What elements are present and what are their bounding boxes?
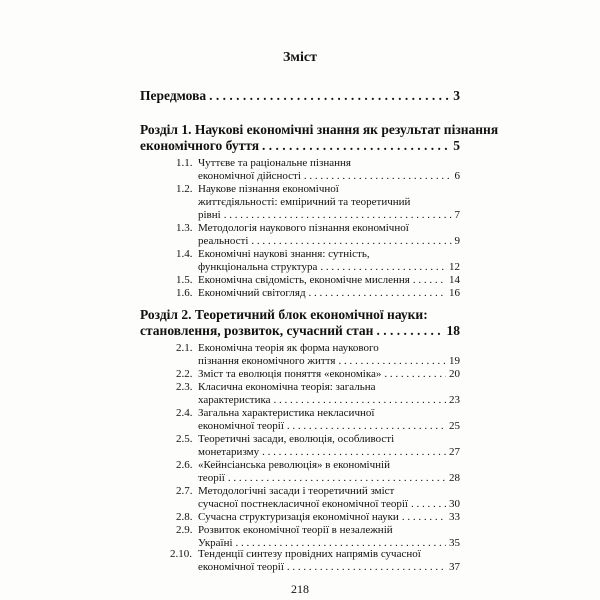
toc-item-text: Економічна свідомість, економічне мислення: [198, 274, 410, 286]
section-1-page: 5: [453, 138, 460, 153]
toc-item-text[interactable]: Економічні наукові знання: сутність,: [198, 248, 370, 260]
toc-item-text: реальності: [198, 235, 249, 247]
section-1-title-line2: економічного буття: [140, 138, 259, 153]
toc-entry-preface[interactable]: [140, 88, 460, 104]
toc-entry-label: Передмова: [140, 88, 207, 103]
toc-item-number: 2.9.: [176, 524, 193, 536]
toc-item-text: економічної теорії: [198, 420, 284, 432]
toc-item-page: 28: [449, 472, 460, 484]
toc-item-text[interactable]: Методологічні засади і теоретичний зміст: [198, 485, 395, 497]
toc-item-text[interactable]: Тенденції синтезу провідних напрямів сучасної: [198, 548, 421, 560]
toc-item-text[interactable]: Теоретичні засади, еволюція, особливості: [198, 433, 395, 445]
section-2-page: 18: [446, 323, 460, 338]
toc-item-number: 2.3.: [176, 381, 193, 393]
page-number: 218: [291, 582, 309, 596]
toc-item-number: 1.2.: [176, 183, 193, 195]
leader-dots: [262, 446, 446, 458]
toc-item-number: 1.5.: [176, 274, 193, 286]
leader-dots: [402, 511, 446, 523]
toc-item-text: сучасної постнекласичної економічної теорії: [198, 498, 408, 510]
toc-item-1-1[interactable]: [198, 170, 460, 182]
toc-item-page: 9: [454, 235, 460, 247]
toc-item-number: 2.8.: [176, 511, 193, 523]
toc-item-page: 19: [449, 355, 460, 367]
toc-item-number: 1.6.: [176, 287, 193, 299]
toc-item-page: 23: [449, 394, 460, 406]
toc-item-number: 2.2.: [176, 368, 193, 380]
toc-item-text[interactable]: життєдіяльності: емпіричний та теоретичний: [198, 196, 411, 208]
leader-dots: [384, 368, 446, 380]
toc-item-text: Зміст та еволюція поняття «економіка»: [198, 368, 382, 380]
leader-dots: [411, 498, 446, 510]
leader-dots: [209, 88, 450, 104]
toc-entry-page: 3: [453, 88, 460, 103]
toc-item-text: економічної дійсності: [198, 170, 301, 182]
section-1-title-line1[interactable]: Розділ 1. Наукові економічні знання як результат пізнання: [140, 122, 499, 137]
toc-item-page: 12: [449, 261, 460, 273]
toc-item-text: характеристика: [198, 394, 271, 406]
leader-dots: [413, 274, 446, 286]
leader-dots: [320, 261, 446, 273]
leader-dots: [251, 235, 451, 247]
toc-item-2-3[interactable]: [198, 394, 460, 406]
leader-dots: [376, 323, 443, 339]
toc-item-page: 6: [454, 170, 460, 182]
toc-item-text: функціональна структура: [198, 261, 318, 273]
toc-item-1-2[interactable]: [198, 209, 460, 221]
toc-item-number: 1.1.: [176, 157, 193, 169]
toc-item-text[interactable]: Розвиток економічної теорії в незалежній: [198, 524, 393, 536]
toc-item-page: 25: [449, 420, 460, 432]
toc-item-number: 2.6.: [176, 459, 193, 471]
toc-item-text[interactable]: Наукове пізнання економічної: [198, 183, 339, 195]
toc-item-number: 2.1.: [176, 342, 193, 354]
toc-item-text[interactable]: Загальна характеристика некласичної: [198, 407, 375, 419]
toc-item-1-3[interactable]: [198, 235, 460, 247]
toc-item-page: 16: [449, 287, 460, 299]
toc-item-page: 35: [449, 537, 460, 549]
toc-item-2-6[interactable]: [198, 472, 460, 484]
toc-item-1-4[interactable]: [198, 261, 460, 273]
toc-entry-section-2[interactable]: [140, 323, 460, 339]
toc-item-text: Сучасна структуризація економічної науки: [198, 511, 399, 523]
toc-item-text: пізнання економічного життя: [198, 355, 336, 367]
toc-item-number: 1.3.: [176, 222, 193, 234]
leader-dots: [304, 170, 452, 182]
toc-item-page: 27: [449, 446, 460, 458]
toc-item-2-2[interactable]: [198, 368, 460, 380]
leader-dots: [224, 209, 452, 221]
leader-dots: [274, 394, 446, 406]
toc-item-2-10[interactable]: [198, 561, 460, 573]
leader-dots: [228, 472, 446, 484]
toc-item-2-7[interactable]: [198, 498, 460, 510]
leader-dots: [287, 420, 446, 432]
toc-item-number: 2.10.: [170, 548, 192, 560]
toc-item-2-4[interactable]: [198, 420, 460, 432]
toc-item-text: економічної теорії: [198, 561, 284, 573]
toc-item-number: 2.5.: [176, 433, 193, 445]
page-title: Зміст: [283, 50, 317, 65]
toc-item-1-6[interactable]: [198, 287, 460, 299]
toc-item-page: 20: [449, 368, 460, 380]
toc-item-text[interactable]: Чуттєве та раціональне пізнання: [198, 157, 351, 169]
toc-item-number: 2.4.: [176, 407, 193, 419]
toc-item-2-1[interactable]: [198, 355, 460, 367]
toc-item-number: 1.4.: [176, 248, 193, 260]
toc-item-page: 33: [449, 511, 460, 523]
leader-dots: [309, 287, 446, 299]
toc-item-text[interactable]: Методологія наукового пізнання економічної: [198, 222, 409, 234]
leader-dots: [287, 561, 446, 573]
toc-item-text: Економічний світогляд: [198, 287, 306, 299]
leader-dots: [262, 138, 450, 154]
toc-item-number: 2.7.: [176, 485, 193, 497]
toc-item-text[interactable]: Класична економічна теорія: загальна: [198, 381, 376, 393]
leader-dots: [338, 355, 446, 367]
toc-entry-section-1[interactable]: [140, 138, 460, 154]
toc-item-page: 37: [449, 561, 460, 573]
toc-item-text: рівні: [198, 209, 221, 221]
toc-item-text[interactable]: «Кейнсіанська революція» в економічній: [198, 459, 390, 471]
toc-item-page: 14: [449, 274, 460, 286]
toc-item-2-8[interactable]: [198, 511, 460, 523]
toc-item-page: 30: [449, 498, 460, 510]
section-2-title-line1[interactable]: Розділ 2. Теоретичний блок економічної науки:: [140, 307, 428, 322]
section-2-title-line2: становлення, розвиток, сучасний стан: [140, 323, 374, 338]
toc-item-text: Україні: [198, 537, 233, 549]
toc-item-text: теорії: [198, 472, 225, 484]
toc-item-page: 7: [454, 209, 460, 221]
toc-item-text: монетаризму: [198, 446, 260, 458]
toc-item-text[interactable]: Економічна теорія як форма наукового: [198, 342, 379, 354]
toc-item-1-5[interactable]: [198, 274, 460, 286]
toc-item-2-5[interactable]: [198, 446, 460, 458]
